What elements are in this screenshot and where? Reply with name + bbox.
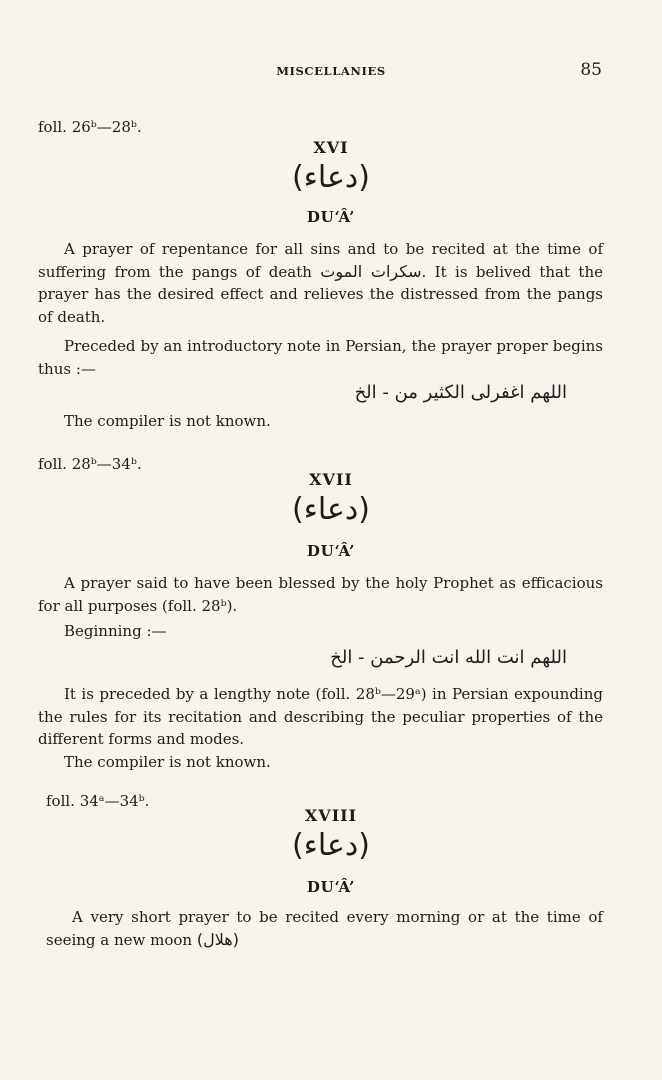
arabic-quotation: اللهم اغفرلی الکثیر من - الخ	[354, 382, 567, 403]
folio-reference: foll. 34ᵃ—34ᵇ.	[46, 792, 150, 810]
folio-reference: foll. 28ᵇ—34ᵇ.	[38, 455, 142, 473]
section-title-arabic: (دعاء)	[292, 828, 370, 863]
inline-arabic: سکرات الموت	[320, 261, 422, 281]
page-number: 85	[580, 60, 602, 80]
folio-reference: foll. 26ᵇ—28ᵇ.	[38, 118, 142, 136]
section-title-transliteration: DU‘Â’	[306, 542, 356, 560]
paragraph: A prayer said to have been blessed by the holy Prophet as efficacious for all purposes (foll. 28ᵇ).	[38, 574, 603, 615]
paragraph: Preceded by an introductory note in Persian, the prayer proper begins thus :—	[38, 337, 603, 378]
section-number: XVII	[309, 470, 353, 489]
section-title-arabic: (دعاء)	[292, 492, 370, 527]
paragraph: Beginning :—	[64, 622, 167, 640]
paragraph: The compiler is not known.	[64, 412, 271, 430]
paragraph: A very short prayer to be recited every morning or at the time of seeing a new moon (هلال)	[46, 908, 603, 949]
section-title-transliteration: DU‘Â’	[306, 208, 356, 226]
arabic-quotation: اللهم انت الله انت الرحمن - الخ	[330, 647, 567, 668]
running-header: MISCELLANIES	[276, 64, 386, 78]
section-number: XVIII	[304, 806, 358, 825]
paragraph: The compiler is not known.	[64, 753, 271, 771]
paragraph: A prayer of repentance for all sins and to be recited at the time of suffering from the pangs of death سکرات الموت. It is belived that the prayer has the desired effect and relieves the distressed from the pangs of death.	[38, 240, 603, 326]
section-title-arabic: (دعاء)	[292, 160, 370, 195]
inline-arabic: (هلال)	[196, 929, 239, 949]
paragraph: It is preceded by a lengthy note (foll. 28ᵇ—29ᵃ) in Persian expounding the rules for its recitation and describing the peculiar properties of the different forms and modes.	[38, 685, 603, 748]
section-title-transliteration: DU‘Â’	[306, 878, 356, 896]
section-number: XVI	[313, 138, 349, 157]
